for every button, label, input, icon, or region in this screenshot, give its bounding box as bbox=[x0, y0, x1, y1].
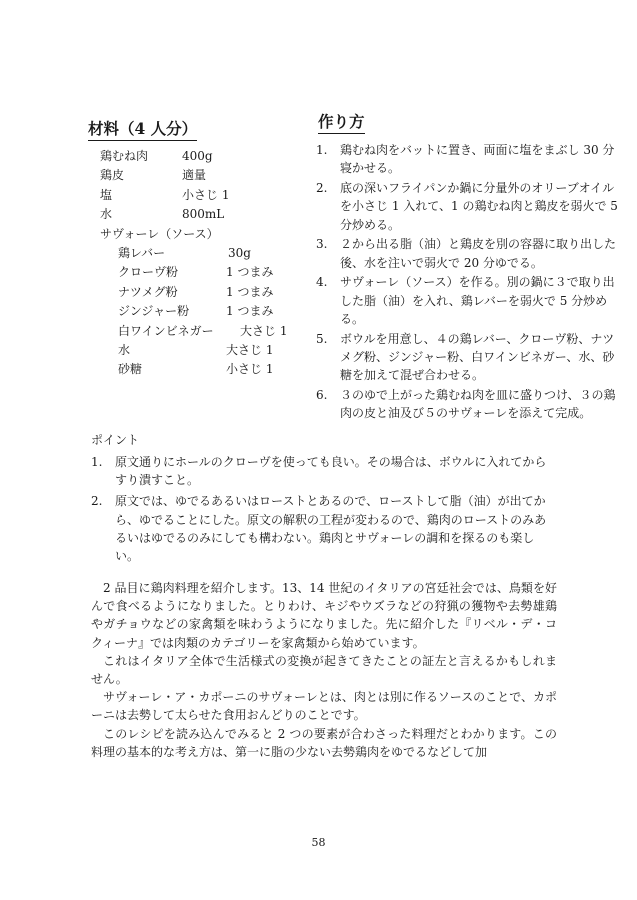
ingredient-quantity: 大さじ 1 bbox=[240, 323, 288, 338]
ingredient-quantity: 1 つまみ bbox=[226, 304, 274, 319]
ingredient-quantity: 1 つまみ bbox=[226, 265, 274, 280]
points-list bbox=[91, 453, 556, 568]
method-step bbox=[312, 273, 624, 328]
step-number: 4. bbox=[316, 275, 328, 290]
step-text: サヴォーレ（ソース）を作る。別の鍋に３で取り出した脂（油）を入れ、鶏レバーを弱火で 5 分炒める。 bbox=[340, 275, 615, 326]
ingredient-name: ジンジャー粉 bbox=[118, 304, 190, 319]
point-item bbox=[91, 492, 556, 566]
step-text: 鶏むね肉をバットに置き、両面に塩をまぶし 30 分寝かせる。 bbox=[340, 143, 615, 176]
ingredient-name: 鶏皮 bbox=[100, 168, 125, 183]
ingredient-quantity: 400g bbox=[182, 149, 213, 163]
step-text: 底の深いフライパンか鍋に分量外のオリーブオイルを小さじ 1 入れて、1 の鶏むね肉と鶏皮を弱火で 5 分炒める。 bbox=[340, 180, 618, 232]
ingredient-name: 水 bbox=[100, 207, 113, 222]
point-item bbox=[91, 453, 556, 490]
ingredient-name: 白ワインビネガー bbox=[118, 323, 214, 338]
body-paragraph: 2 品目に鶏肉料理を紹介します。13、14 世紀のイタリアの宮廷社会では、鳥類を好んで食べるようになりました。とりわけ、キジやウズラなどの狩猟の獲物や去勢雄鶏やガチョウなどの家禽類を味わうようになりました。先に紹介した『リベル・デ・コクィーナ』では肉類のカテゴリーを家禽類から始めています。 bbox=[91, 581, 557, 650]
point-text: 原文では、ゆでるあるいはローストとあるので、ローストして脂（油）が出てから、ゆでることにした。原文の解釈の工程が変わるので、鶏肉のローストのみあるいはゆでるのみにしても構わない。鶏肉とサヴォーレの調和を探るのも楽しい。 bbox=[115, 494, 547, 564]
page-number: 58 bbox=[311, 836, 326, 849]
ingredient-quantity: 小さじ 1 bbox=[226, 362, 274, 377]
step-number: 2. bbox=[316, 180, 328, 195]
method-step bbox=[312, 179, 624, 234]
ingredients-title: 材料（4 人分） bbox=[88, 117, 197, 141]
body-paragraph: これはイタリア全体で生活様式の変換が起きてきたことの証左と言えるかもしれません。 bbox=[91, 653, 557, 687]
method-step bbox=[312, 330, 624, 385]
step-text: ボウルを用意し、４の鶏レバー、クローヴ粉、ナツメグ粉、ジンジャー粉、白ワインビネガー、水、砂糖を加えて混ぜ合わせる。 bbox=[340, 331, 615, 383]
ingredient-quantity: 800mL bbox=[182, 207, 225, 222]
ingredient-quantity: 大さじ 1 bbox=[226, 342, 274, 357]
ingredient-name: クローヴ粉 bbox=[118, 265, 179, 280]
points-heading: ポイント bbox=[91, 433, 140, 447]
step-number: 1. bbox=[316, 143, 328, 157]
body-paragraph: サヴォーレ・ア・カポーニのサヴォーレとは、肉とは別に作るソースのことで、カポーニは去勢して太らせた食用おんどりのことです。 bbox=[91, 690, 557, 723]
ingredient-quantity: 30g bbox=[228, 245, 251, 260]
method-step bbox=[312, 141, 624, 178]
point-number: 2. bbox=[91, 494, 103, 509]
method-title: 作り方 bbox=[318, 110, 365, 134]
ingredient-name: 鶏レバー bbox=[118, 245, 166, 260]
step-number: 5. bbox=[316, 331, 328, 346]
ingredient-name: 塩 bbox=[100, 187, 113, 202]
step-text: ３のゆで上がった鶏むね肉を皿に盛りつけ、３の鶏肉の皮と油及び５のサヴォーレを添えて完成。 bbox=[340, 387, 616, 421]
body-text bbox=[91, 579, 557, 761]
step-number: 6. bbox=[316, 387, 328, 402]
ingredient-quantity: 小さじ 1 bbox=[182, 187, 230, 202]
ingredient-name: 水 bbox=[118, 342, 131, 357]
ingredient-name: 鶏むね肉 bbox=[100, 149, 149, 163]
ingredient-name: サヴォーレ（ソース） bbox=[100, 226, 219, 241]
step-text: ２から出る脂（油）と鶏皮を別の容器に取り出した後、水を注いで弱火で 20 分ゆでる。 bbox=[340, 237, 617, 270]
method-step bbox=[312, 386, 624, 423]
ingredient-quantity: 適量 bbox=[182, 168, 207, 183]
method-step bbox=[312, 235, 624, 272]
method-steps-list bbox=[312, 141, 624, 424]
ingredient-quantity: 1 つまみ bbox=[226, 284, 274, 299]
point-number: 1. bbox=[91, 455, 103, 469]
ingredient-name: ナツメグ粉 bbox=[118, 284, 178, 299]
body-paragraph: このレシピを読み込んでみると 2 つの要素が合わさった料理だとわかります。この料理の基本的な考え方は、第一に脂の少ない去勢鶏肉をゆでるなどして加 bbox=[91, 726, 557, 759]
step-number: 3. bbox=[316, 237, 328, 252]
ingredient-name: 砂糖 bbox=[118, 362, 143, 377]
point-text: 原文通りにホールのクローヴを使っても良い。その場合は、ボウルに入れてからすり潰すこと。 bbox=[115, 455, 547, 488]
